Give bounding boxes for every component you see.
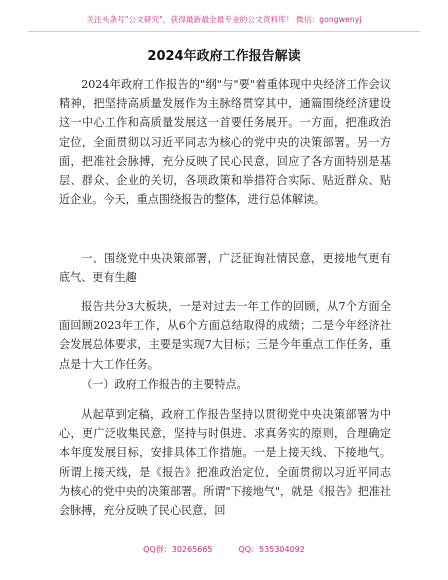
document-title: 2024年政府工作报告解读: [147, 49, 301, 64]
subsection-heading-text: （一）政府工作报告的主要特点。: [81, 378, 248, 391]
paragraph-text: 报告共分3大板块，一是对过去一年工作的回顾，从7个方面全面回顾2023年工作，从6个方面总结取得的成绩；二是今年经济社会发展总体要求，主要是实现7大目标；三是今年重点工作任务，重点是十大工作任务。: [59, 300, 391, 371]
header-divider: [28, 31, 420, 32]
footer-contact: [0, 544, 448, 555]
subsection-heading: [59, 375, 391, 394]
section-heading-text: 一、围绕党中央决策部署，广泛征询社情民意，更接地气更有底气、更有生趣: [59, 252, 391, 285]
header-banner: 关注头条号"公文研究"，获得最新最全最专业的公文资料库！ 微信：gongwenyj: [86, 15, 362, 24]
footer-qq: QQ：535304092: [238, 545, 305, 554]
paragraph-text: 2024年政府工作报告的"纲"与"要"着重体现中央经济工作会议精神，把坚持高质量发展作为主脉络贯穿其中，通篇围绕经济建设这一中心工作和高质量发展这一首要任务展开。一方面，把准政治定位，全面贯彻以习近平同志为核心的党中央的决策部署。另一方面，把准社会脉搏，充分反映了民心民意，回应了各方面特别是基层、群众、企业的关切，各项政策和举措符合实际、贴近群众、贴近企业。今天，重点围绕报告的整体，进行总体解读。: [59, 78, 391, 207]
paragraph-features: [59, 405, 391, 520]
footer-qq-group: QQ群：30265665: [143, 545, 213, 554]
paragraph-intro: [59, 75, 391, 209]
paragraph-text: 从起草到定稿，政府工作报告坚持以贯彻党中央决策部署为中心，更广泛收集民意，坚持与时俱进、求真务实的原则，合理确定本年度发展目标，安排具体工作措施。一是上接天线、下接地气。所谓上接天线，是《报告》把准政治定位，全面贯彻以习近平同志为核心的党中央的决策部署。所谓"下接地气"，就是《报告》把准社会脉搏，充分反映了民心民意，回: [59, 408, 391, 518]
section-heading-one: [59, 249, 391, 287]
paragraph-structure: [59, 297, 391, 374]
